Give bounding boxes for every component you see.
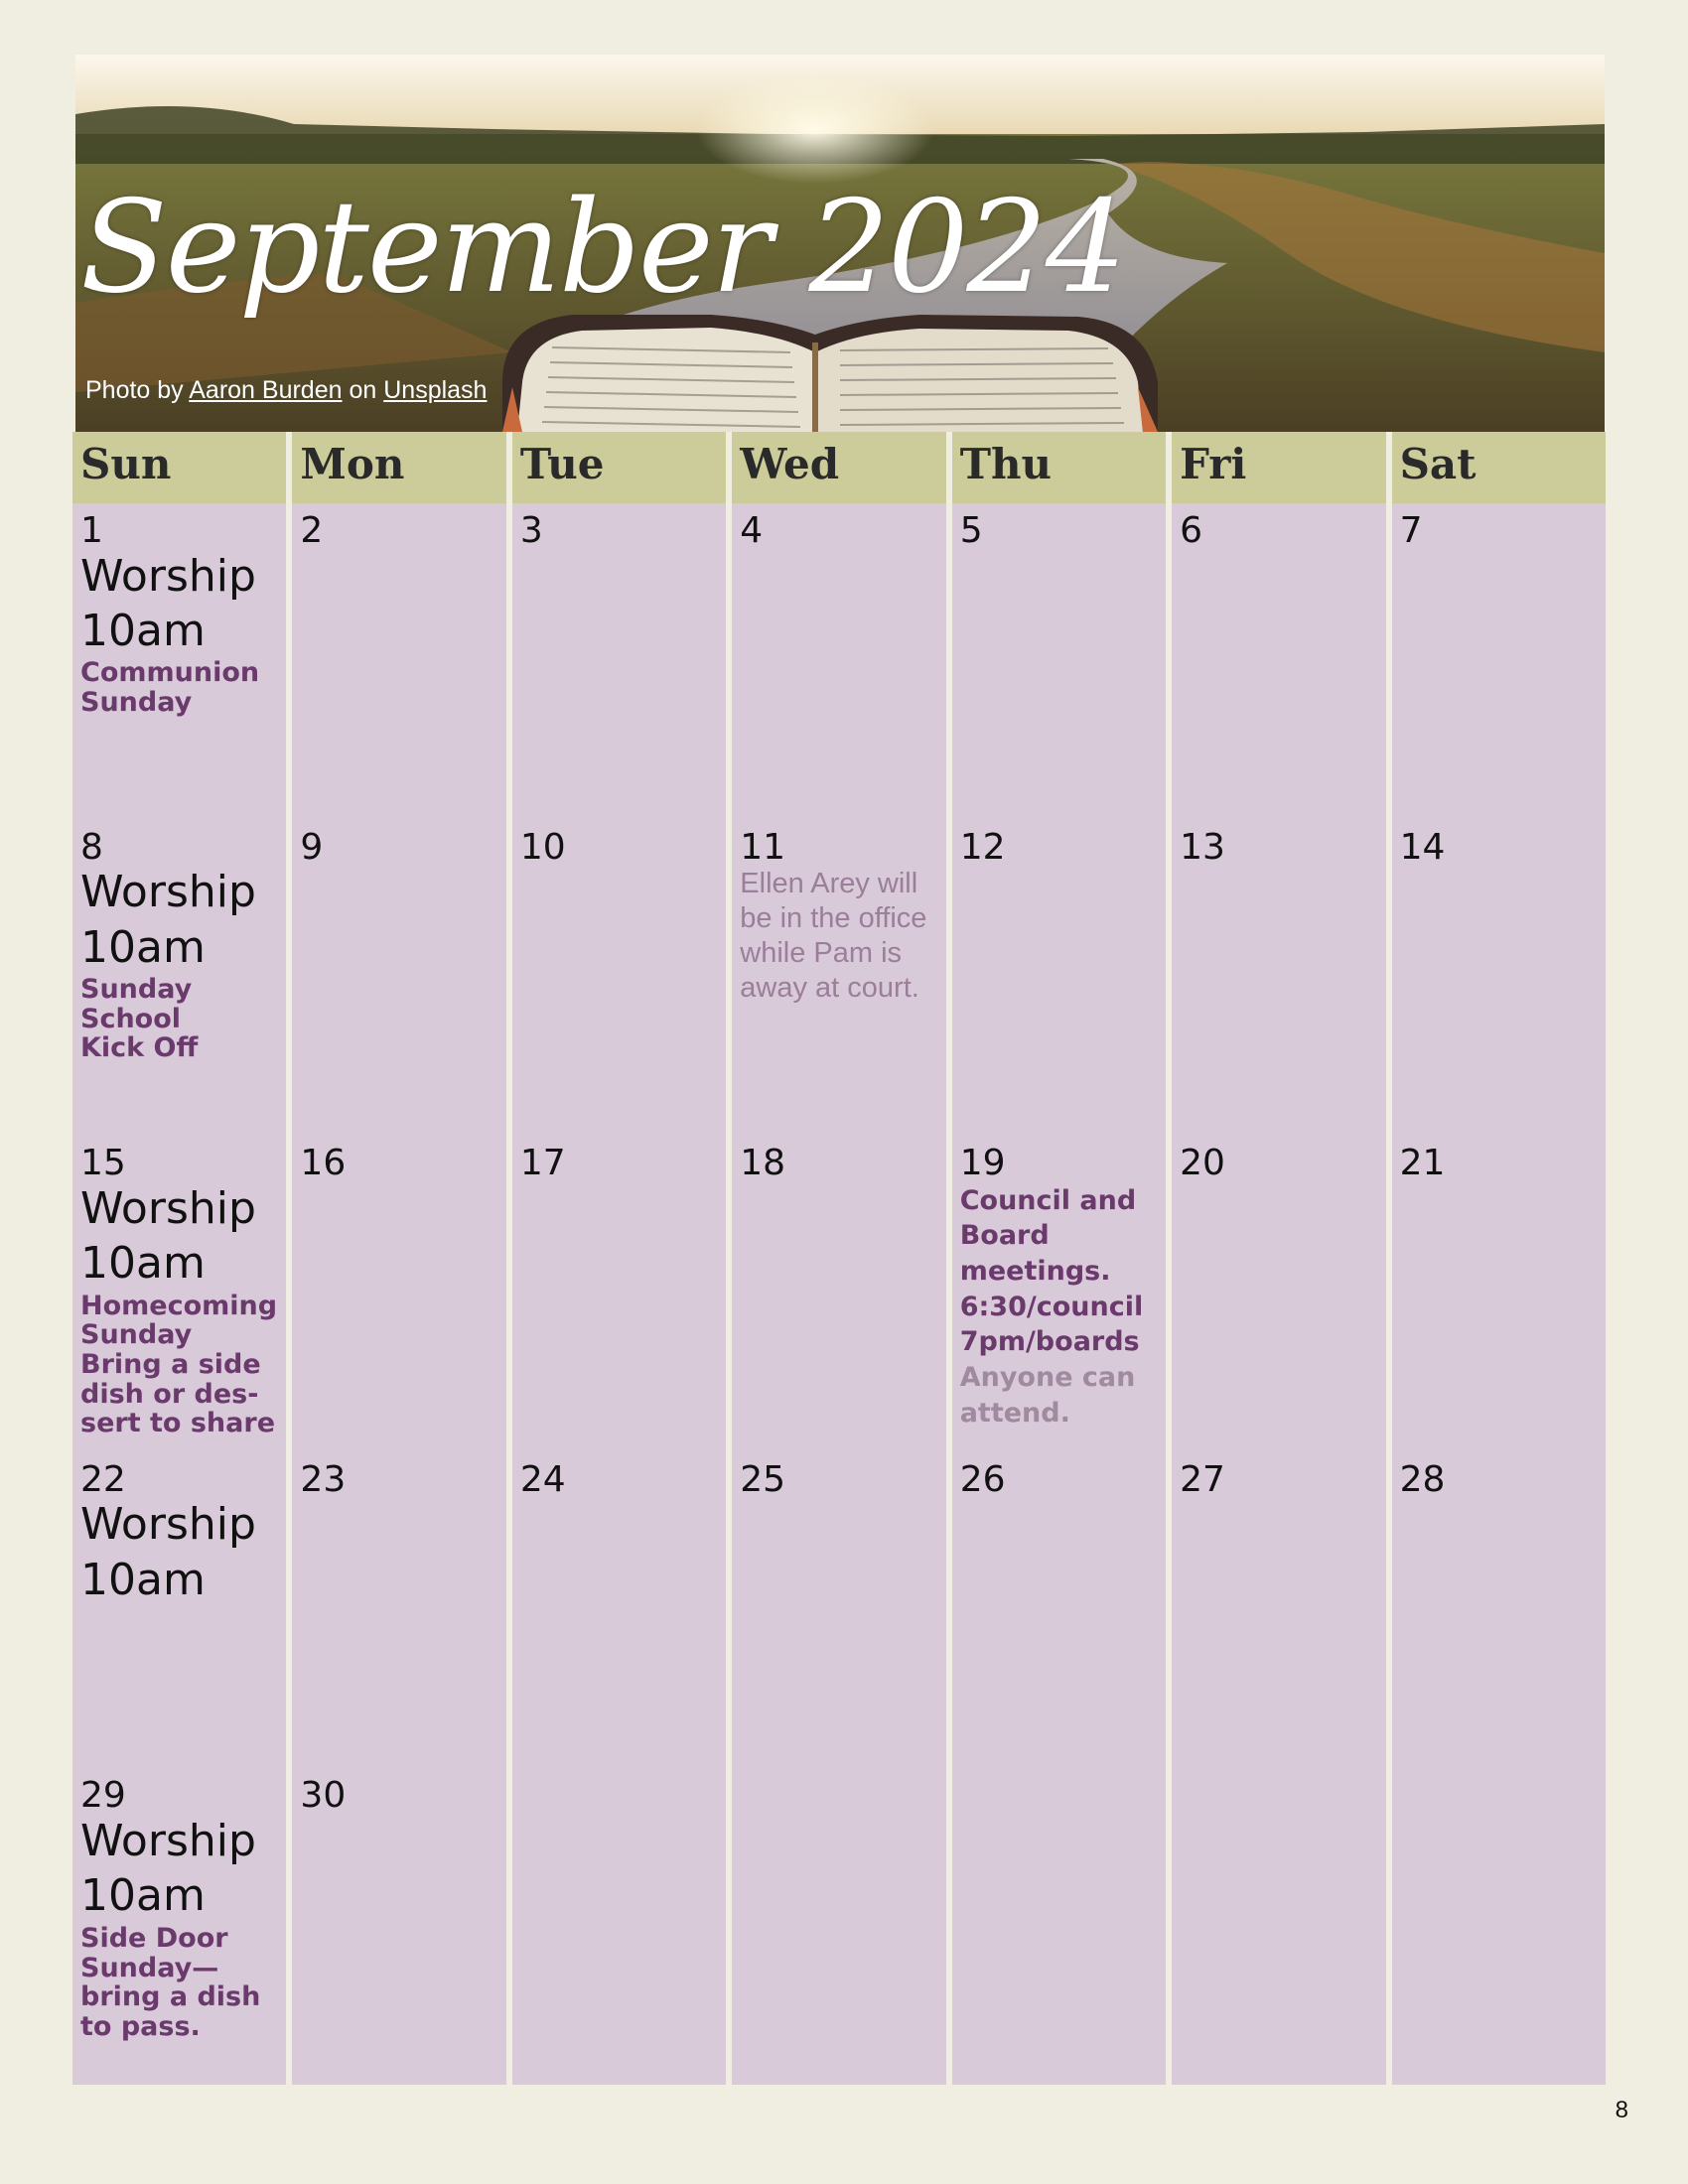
- day-cell: [952, 503, 1166, 820]
- day-cell: [72, 1768, 286, 2085]
- page-title: September 2024: [80, 174, 1125, 322]
- empty-day-cell: [1392, 1768, 1606, 2085]
- credit-mid: on: [342, 376, 384, 404]
- day-cell: [1392, 820, 1606, 1137]
- empty-day-cell: [1172, 1768, 1385, 2085]
- page-number: 8: [1615, 2097, 1628, 2123]
- day-cell: [732, 1136, 945, 1452]
- day-number: 20: [1180, 1143, 1225, 1184]
- day-cell: [292, 1136, 505, 1452]
- day-cell: [1172, 820, 1385, 1137]
- day-number: 25: [740, 1458, 786, 1500]
- day-number: 29: [80, 1775, 126, 1817]
- day-cell: [732, 820, 945, 1137]
- day-number: 27: [1180, 1458, 1225, 1500]
- event-note: Ellen Arey will be in the office while Pam is away at court.: [740, 868, 927, 1004]
- empty-day-cell: [952, 1768, 1166, 2085]
- day-cell: [1172, 1452, 1385, 1769]
- day-cell: [292, 1768, 505, 2085]
- day-cell: [72, 503, 286, 820]
- day-number: 6: [1180, 510, 1203, 551]
- event-note: Communion Sunday: [80, 657, 260, 719]
- day-number: 2: [300, 510, 324, 551]
- day-number: 28: [1399, 1458, 1446, 1500]
- weekday-thu: Thu: [952, 432, 1166, 503]
- weekday-sun: Sun: [72, 432, 286, 503]
- day-cell: [72, 1136, 286, 1452]
- worship-event: Worship 10am: [80, 550, 256, 657]
- day-number: 1: [80, 510, 103, 551]
- day-number: 24: [519, 1458, 566, 1500]
- day-number: 13: [1180, 826, 1225, 868]
- credit-prefix: Photo by: [85, 376, 190, 404]
- day-cell: [952, 820, 1166, 1137]
- event-note: Homecoming Sunday Bring a side dish or des- sert to share: [80, 1290, 278, 1439]
- day-cell: [1172, 1136, 1385, 1452]
- event-note: Side Door Sunday— bring a dish to pass.: [80, 1922, 261, 2042]
- day-cell: [512, 820, 726, 1137]
- weekday-mon: Mon: [292, 432, 505, 503]
- day-number: 12: [959, 826, 1006, 868]
- day-number: 22: [80, 1458, 126, 1500]
- day-number: 10: [519, 826, 566, 868]
- event-note: Sunday School Kick Off: [80, 974, 199, 1064]
- day-cell: [512, 503, 726, 820]
- day-cell: [1172, 503, 1385, 820]
- credit-author-link[interactable]: Aaron Burden: [189, 376, 343, 404]
- day-number: 11: [740, 826, 786, 868]
- day-number: 15: [80, 1143, 126, 1184]
- day-number: 9: [300, 826, 324, 868]
- day-number: 14: [1399, 826, 1446, 868]
- day-number: 7: [1399, 510, 1423, 551]
- worship-event: Worship 10am: [80, 1499, 256, 1605]
- day-number: 17: [519, 1143, 566, 1184]
- day-number: 3: [519, 510, 543, 551]
- weekday-tue: Tue: [512, 432, 726, 503]
- day-cell: [1392, 503, 1606, 820]
- day-number: 5: [959, 510, 983, 551]
- worship-event: Worship 10am: [80, 1182, 256, 1290]
- credit-site-link[interactable]: Unsplash: [383, 376, 488, 404]
- day-cell: [952, 1136, 1166, 1452]
- worship-event: Worship 10am: [80, 1815, 256, 1922]
- day-cell: [732, 1452, 945, 1769]
- day-number: 30: [300, 1775, 347, 1817]
- empty-day-cell: [732, 1768, 945, 2085]
- day-cell: [512, 1452, 726, 1769]
- day-number: 19: [959, 1143, 1006, 1184]
- day-number: 26: [959, 1458, 1006, 1500]
- day-cell: [292, 503, 505, 820]
- day-cell: [72, 1452, 286, 1769]
- day-cell: [512, 1136, 726, 1452]
- day-cell: [292, 1452, 505, 1769]
- day-cell: [292, 820, 505, 1137]
- day-number: 16: [300, 1143, 347, 1184]
- day-cell: [72, 820, 286, 1137]
- empty-day-cell: [512, 1768, 726, 2085]
- event-note-secondary: Anyone can attend.: [959, 1361, 1136, 1429]
- day-number: 21: [1399, 1143, 1446, 1184]
- day-number: 8: [80, 826, 103, 868]
- day-number: 4: [740, 510, 764, 551]
- day-cell: [732, 503, 945, 820]
- day-number: 23: [300, 1458, 347, 1500]
- weekday-wed: Wed: [732, 432, 945, 503]
- worship-event: Worship 10am: [80, 867, 256, 973]
- calendar-grid: [72, 432, 1606, 2085]
- header-photo: [75, 55, 1605, 432]
- event-note: Council and Board meetings. 6:30/council 7pm/boards: [959, 1184, 1144, 1358]
- day-cell: [952, 1452, 1166, 1769]
- photo-credit: [85, 376, 487, 405]
- weekday-fri: Fri: [1172, 432, 1385, 503]
- weekday-sat: Sat: [1392, 432, 1606, 503]
- day-number: 18: [740, 1143, 786, 1184]
- day-cell: [1392, 1136, 1606, 1452]
- day-cell: [1392, 1452, 1606, 1769]
